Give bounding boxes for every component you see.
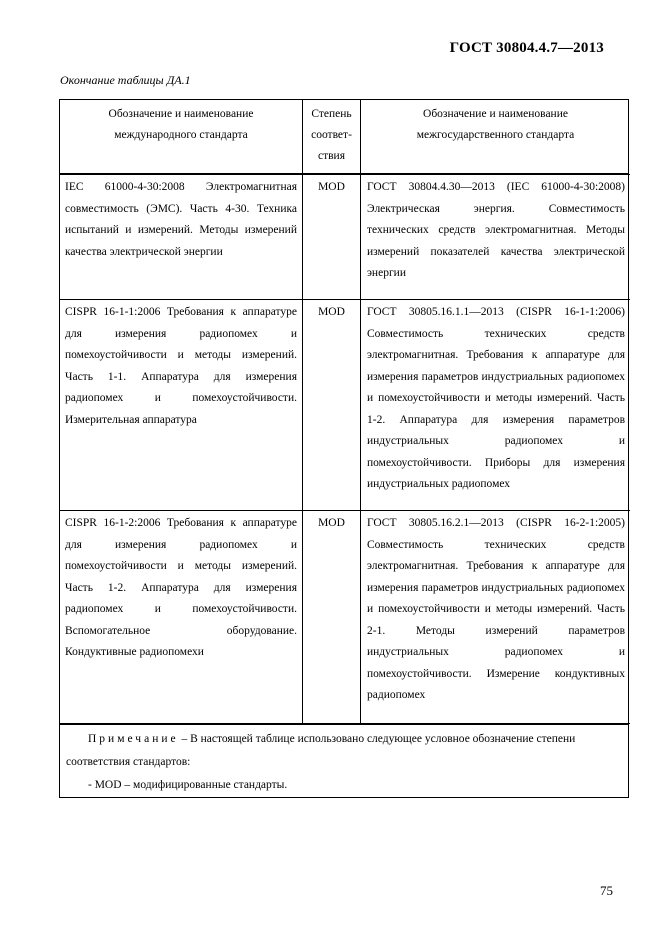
- table-header: [59, 99, 629, 174]
- cell-interstate: ГОСТ 30805.16.2.1—2013 (CISPR 16-2-1:2005) Совместимость технических средств электромагнитная. Требования к аппаратуре для измерения параметров индустриальных радиопомех и помехоустойчивости и методы измерений. Часть 2-1. Методы измерений параметров индустриальных радиопомех и помехоустойчивости. Измерение кондуктивных радиопомех: [367, 517, 625, 701]
- page-number: 75: [600, 883, 613, 898]
- cell-degree: MOD: [303, 300, 361, 510]
- header-col-international: Обозначение и наименование международного стандарта: [60, 100, 303, 173]
- header-col-interstate: Обозначение и наименование межгосударственного стандарта: [416, 108, 575, 141]
- cell-degree: MOD: [303, 175, 361, 299]
- table-row: [60, 174, 630, 300]
- page-header: ГОСТ 30804.4.7—2013: [449, 40, 604, 56]
- note-text: – В настоящей таблице использовано следующее условное обозначение степени соответствия стандартов:: [66, 733, 576, 768]
- table-row: [60, 300, 630, 511]
- cell-international: CISPR 16-1-2:2006 Требования к аппаратуре для измерения радиопомех и помехоустойчивости и методы измерений. Часть 1-2. Аппаратура для измерения радиопомех и помехоустойчивости. Вспомогательное оборудование. Кондуктивные радиопомехи: [60, 511, 303, 723]
- table-note: [59, 724, 629, 798]
- table-row: [60, 511, 630, 724]
- cell-interstate: ГОСТ 30805.16.1.1—2013 (CISPR 16-1-1:2006) Совместимость технических средств электромагнитная. Требования к аппаратуре для измерения параметров индустриальных радиопомех и помехоустойчивости и методы измерений. Часть 1-2. Аппаратура для измерения параметров индустриальных радиопомех и помехоустойчивости. Приборы для измерения индустриальных радиопомех: [367, 306, 625, 490]
- cell-international: IEC 61000-4-30:2008 Электромагнитная совместимость (ЭМС). Часть 4-30. Техника испытаний и измерений. Методы измерений качества электрической энергии: [60, 175, 303, 299]
- cell-degree: MOD: [303, 511, 361, 723]
- cell-international: CISPR 16-1-1:2006 Требования к аппаратуре для измерения радиопомех и помехоустойчивости и методы измерений. Часть 1-1. Аппаратура для измерения радиопомех и помехоустойчивости. Измерительная аппаратура: [60, 300, 303, 510]
- header-col-degree: Степень соответ-ствия: [303, 100, 361, 173]
- note-label: Примечание: [88, 733, 179, 745]
- table-caption: Окончание таблицы ДА.1: [60, 73, 191, 87]
- cell-interstate: ГОСТ 30804.4.30—2013 (IEC 61000-4-30:2008) Электрическая энергия. Совместимость технических средств электромагнитная. Методы измерений показателей качества электрической энергии: [367, 181, 625, 279]
- note-item: - MOD – модифицированные стандарты.: [88, 779, 288, 791]
- table-body: [59, 174, 629, 724]
